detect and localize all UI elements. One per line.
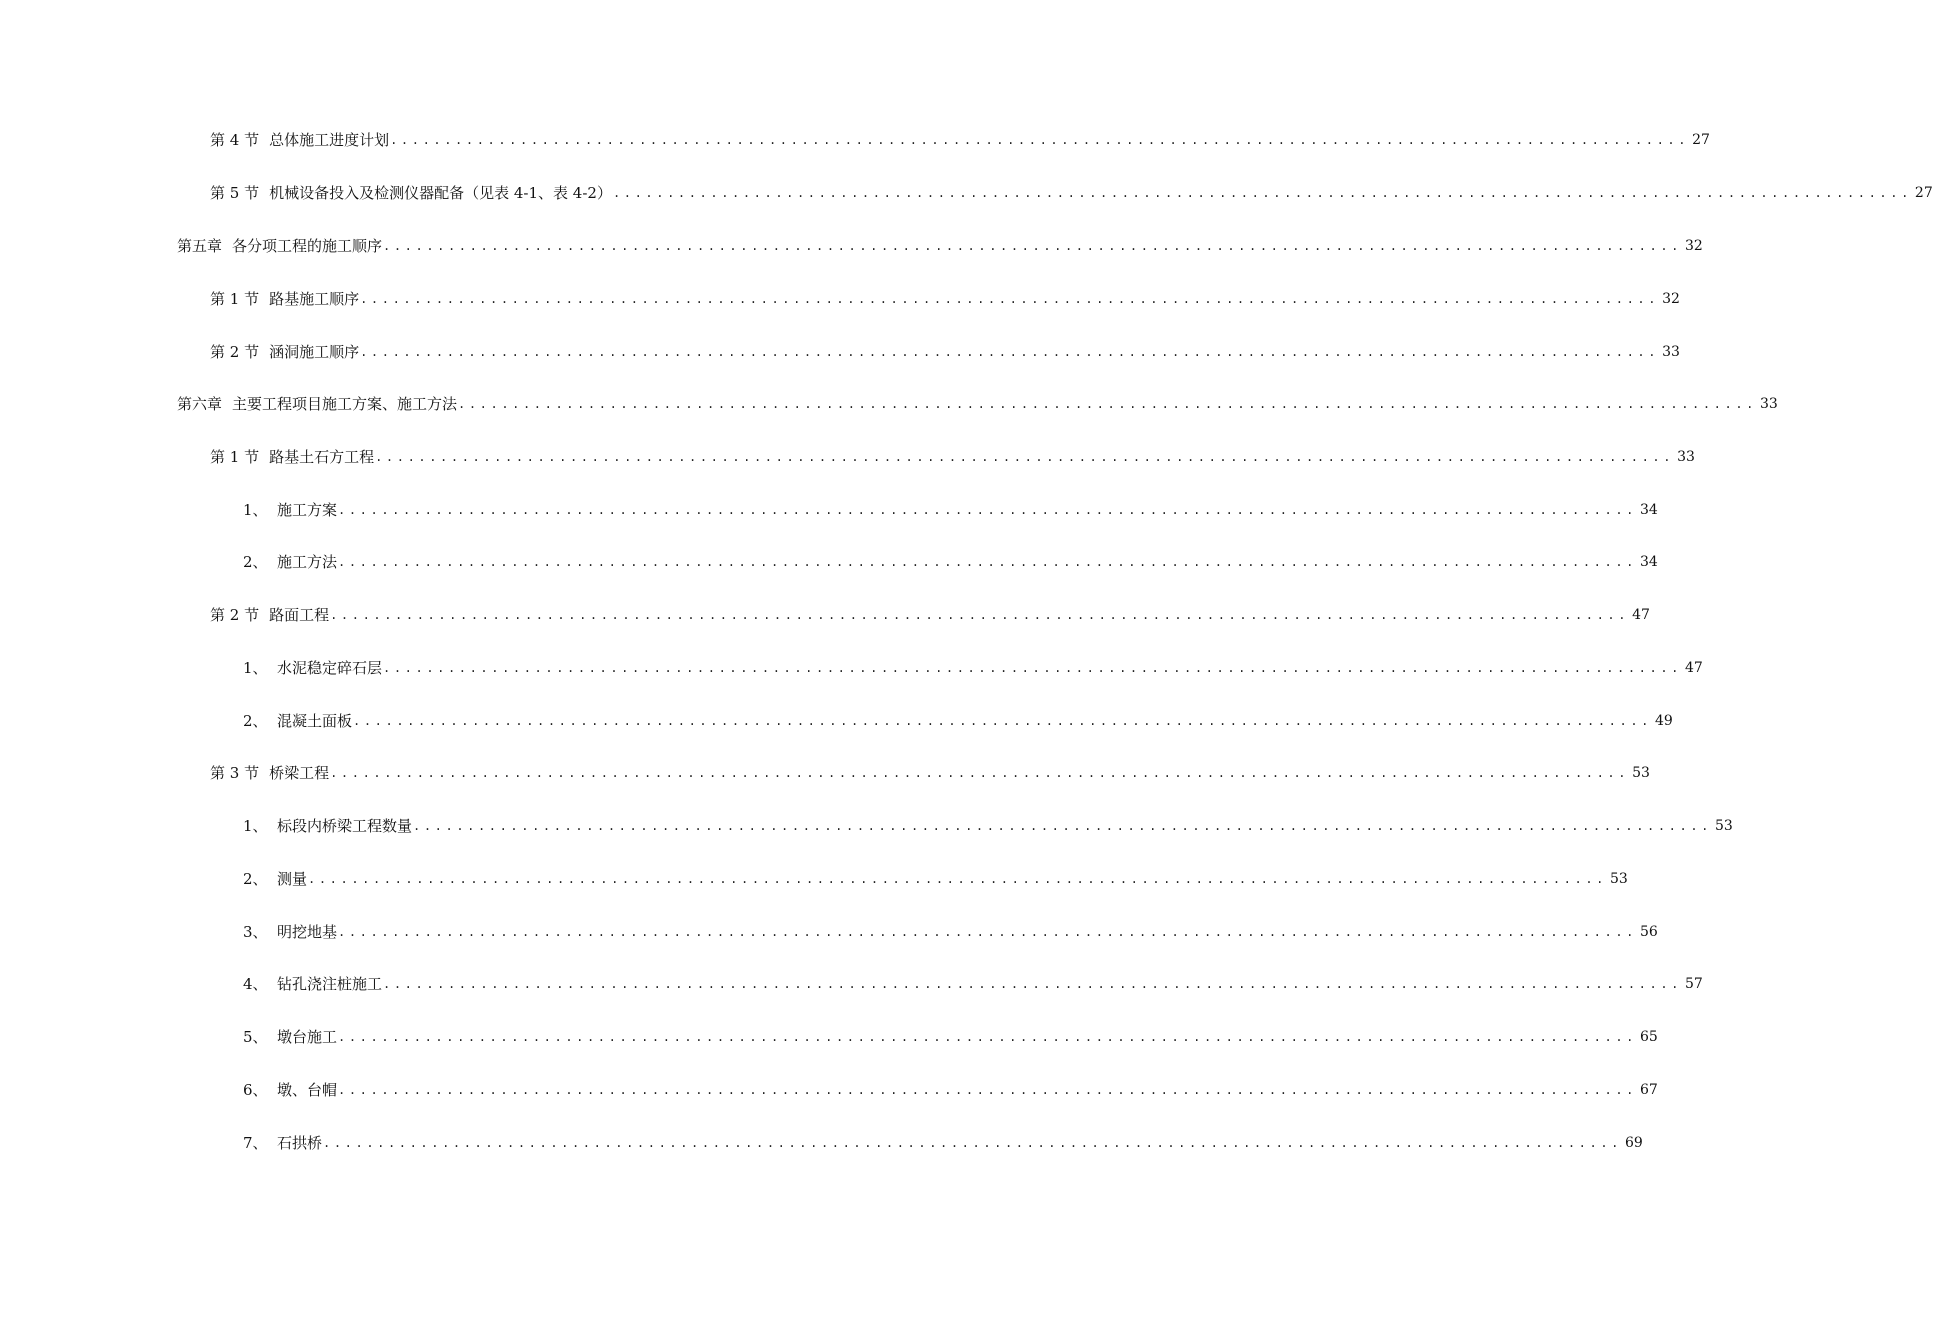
- toc-entry-item[interactable]: [243, 863, 1628, 889]
- toc-entry-number: 5、: [243, 1028, 268, 1046]
- toc-entry-title: 路面工程: [269, 606, 330, 624]
- toc-leader-dots: ........................................................................................................................: [383, 661, 1682, 675]
- toc-leader-dots: ........................................................................................................................: [323, 1136, 1622, 1150]
- toc-leader-dots: ........................................................................................................................: [308, 872, 1607, 886]
- toc-entry-page: 33: [1759, 396, 1778, 412]
- toc-entry-item[interactable]: [243, 968, 1703, 994]
- toc-entry-title: 路基土石方工程: [269, 448, 375, 466]
- toc-leader-dots: ........................................................................................................................: [360, 345, 1660, 359]
- toc-entry-page: 47: [1684, 660, 1703, 676]
- toc-leader-dots: ........................................................................................................................: [330, 608, 1630, 622]
- toc-entry-title: 墩、台帽: [277, 1081, 338, 1099]
- toc-entry-number: 1、: [243, 659, 268, 677]
- toc-entry-title: 涵洞施工顺序: [269, 343, 360, 361]
- toc-entry-number: 6、: [243, 1081, 268, 1099]
- toc-entry-title: 各分项工程的施工顺序: [232, 237, 383, 255]
- toc-entry-number: 第六章: [177, 395, 223, 413]
- toc-entry-item[interactable]: [243, 494, 1658, 520]
- toc-entry-title: 墩台施工: [277, 1028, 338, 1046]
- toc-entry-page: 53: [1714, 818, 1733, 834]
- toc-entry-item[interactable]: [243, 1074, 1658, 1100]
- toc-entry-page: 57: [1684, 976, 1703, 992]
- toc-entry-title: 明挖地基: [277, 923, 338, 941]
- toc-leader-dots: ........................................................................................................................: [383, 977, 1682, 991]
- toc-entry-item[interactable]: [243, 705, 1673, 731]
- toc-entry-item[interactable]: [243, 652, 1703, 678]
- toc-leader-dots: ........................................................................................................................: [338, 1083, 1637, 1097]
- toc-leader-dots: ........................................................................................................................: [338, 503, 1637, 517]
- toc-entry-item[interactable]: [243, 810, 1733, 836]
- toc-entry-chapter[interactable]: [177, 230, 1703, 256]
- toc-entry-page: 56: [1639, 924, 1658, 940]
- toc-entry-item[interactable]: [243, 1021, 1658, 1047]
- toc-leader-dots: ........................................................................................................................: [383, 239, 1682, 253]
- toc-entry-title: 钻孔浇注桩施工: [277, 975, 383, 993]
- toc-entry-title: 机械设备投入及检测仪器配备（见表 4-1、表 4-2）: [269, 184, 612, 202]
- toc-entry-page: 27: [1914, 185, 1933, 201]
- toc-entry-title: 桥梁工程: [269, 764, 330, 782]
- toc-leader-dots: ........................................................................................................................: [375, 450, 1675, 464]
- toc-leader-dots: ........................................................................................................................: [338, 925, 1637, 939]
- toc-entry-title: 标段内桥梁工程数量: [277, 817, 413, 835]
- toc-entry-title: 混凝土面板: [277, 712, 353, 730]
- toc-entry-page: 33: [1677, 449, 1695, 465]
- toc-entry-section[interactable]: [210, 336, 1680, 362]
- toc-entry-number: 第 2 节: [210, 606, 260, 624]
- toc-entry-section[interactable]: [210, 177, 1933, 203]
- toc-leader-dots: ........................................................................................................................: [338, 1030, 1637, 1044]
- toc-entry-item[interactable]: [243, 1127, 1643, 1153]
- toc-entry-section[interactable]: [210, 283, 1680, 309]
- toc-entry-section[interactable]: [210, 441, 1695, 467]
- toc-entry-chapter[interactable]: [177, 388, 1778, 414]
- toc-entry-title: 施工方法: [277, 553, 338, 571]
- toc-entry-section[interactable]: [210, 599, 1650, 625]
- toc-entry-section[interactable]: [210, 124, 1710, 150]
- toc-entry-number: 1、: [243, 817, 268, 835]
- toc-leader-dots: ........................................................................................................................: [330, 766, 1630, 780]
- toc-entry-page: 65: [1639, 1029, 1658, 1045]
- toc-entry-number: 第 2 节: [210, 343, 260, 361]
- toc-entry-title: 路基施工顺序: [269, 290, 360, 308]
- toc-entry-number: 2、: [243, 870, 268, 888]
- toc-leader-dots: ........................................................................................................................: [360, 292, 1660, 306]
- toc-entry-title: 石拱桥: [277, 1134, 323, 1152]
- toc-leader-dots: ........................................................................................................................: [458, 397, 1757, 411]
- toc-entry-number: 第 1 节: [210, 290, 260, 308]
- toc-entry-page: 34: [1639, 502, 1658, 518]
- toc-leader-dots: ........................................................................................................................: [338, 555, 1637, 569]
- toc-entry-page: 27: [1692, 132, 1710, 148]
- toc-entry-number: 4、: [243, 975, 268, 993]
- toc-entry-page: 47: [1632, 607, 1650, 623]
- toc-leader-dots: ........................................................................................................................: [353, 714, 1652, 728]
- toc-leader-dots: ........................................................................................................................: [413, 819, 1712, 833]
- toc-entry-page: 33: [1662, 344, 1680, 360]
- toc-entry-number: 3、: [243, 923, 268, 941]
- toc-entry-section[interactable]: [210, 757, 1650, 783]
- toc-entry-page: 34: [1639, 554, 1658, 570]
- toc-entry-number: 2、: [243, 712, 268, 730]
- toc-leader-dots: ........................................................................................................................: [390, 133, 1690, 147]
- toc-entry-title: 主要工程项目施工方案、施工方法: [232, 395, 458, 413]
- toc-entry-page: 53: [1632, 765, 1650, 781]
- toc-entry-page: 53: [1609, 871, 1628, 887]
- toc-leader-dots: ........................................................................................................................: [612, 186, 1912, 200]
- toc-entry-page: 67: [1639, 1082, 1658, 1098]
- toc-entry-title: 总体施工进度计划: [269, 131, 390, 149]
- toc-entry-number: 第 3 节: [210, 764, 260, 782]
- toc-entry-title: 水泥稳定碎石层: [277, 659, 383, 677]
- toc-entry-number: 第 1 节: [210, 448, 260, 466]
- toc-entry-page: 32: [1662, 291, 1680, 307]
- toc-entry-number: 第五章: [177, 237, 223, 255]
- toc-entry-number: 2、: [243, 553, 268, 571]
- toc-entry-item[interactable]: [243, 546, 1658, 572]
- toc-entry-page: 32: [1684, 238, 1703, 254]
- toc-entry-item[interactable]: [243, 916, 1658, 942]
- toc-entry-page: 49: [1654, 713, 1673, 729]
- toc-entry-number: 第 4 节: [210, 131, 260, 149]
- toc-entry-number: 7、: [243, 1134, 268, 1152]
- toc-entry-title: 施工方案: [277, 501, 338, 519]
- toc-entry-title: 测量: [277, 870, 308, 888]
- toc-entry-number: 第 5 节: [210, 184, 260, 202]
- toc-entry-page: 69: [1624, 1135, 1643, 1151]
- toc-entry-number: 1、: [243, 501, 268, 519]
